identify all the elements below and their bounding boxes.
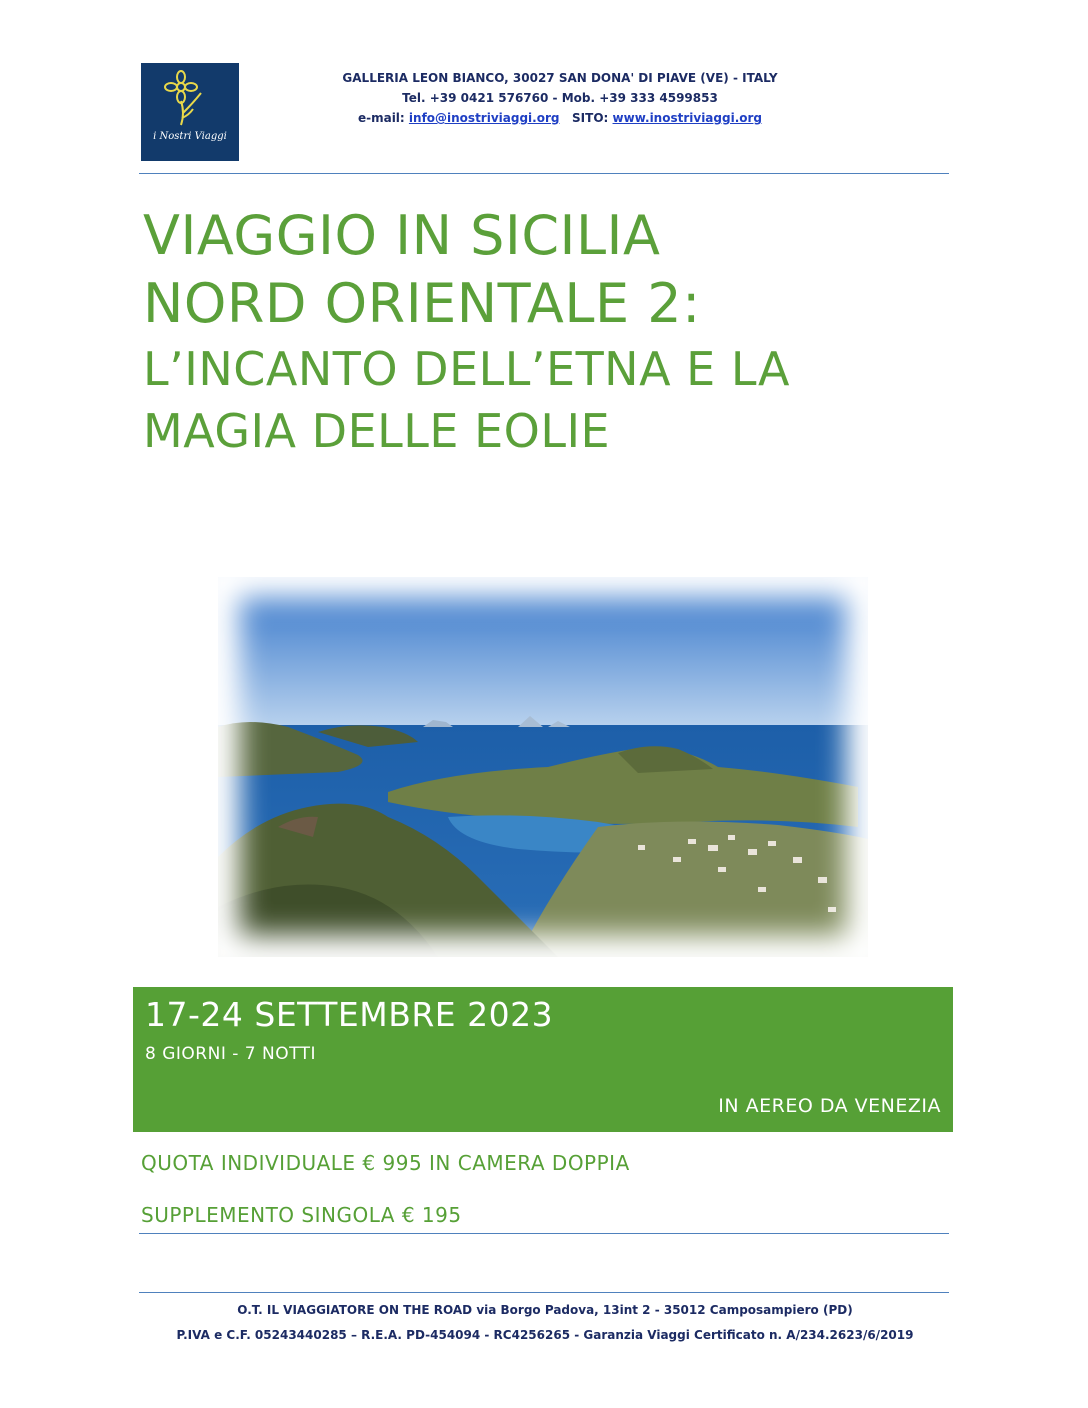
flower-icon — [141, 63, 239, 161]
price-quota: QUOTA INDIVIDUALE € 995 IN CAMERA DOPPIA — [141, 1151, 630, 1175]
title-line-3: L’INCANTO DELL’ETNA E LA — [143, 342, 791, 396]
email-label: e-mail: — [357, 111, 405, 125]
header-divider — [139, 173, 949, 174]
trip-dates: 17-24 SETTEMBRE 2023 — [145, 995, 554, 1034]
web-contacts — [250, 108, 870, 128]
price-supplement: SUPPLEMENTO SINGOLA € 195 — [141, 1203, 462, 1227]
logo — [141, 63, 239, 161]
trip-info-box — [133, 987, 953, 1132]
footer-divider — [139, 1292, 949, 1293]
address: GALLERIA LEON BIANCO, 30027 SAN DONA' DI PIAVE (VE) - ITALY — [342, 71, 778, 85]
trip-duration: 8 GIORNI - 7 NOTTI — [145, 1044, 317, 1064]
logo-text: i Nostri Viaggi — [153, 131, 227, 142]
phone: Tel. +39 0421 576760 - Mob. +39 333 4599853 — [402, 91, 718, 105]
title-line-2: NORD ORIENTALE 2: — [143, 272, 701, 335]
title-line-4: MAGIA DELLE EOLIE — [143, 404, 611, 458]
trip-transport: IN AEREO DA VENEZIA — [718, 1095, 941, 1117]
contact-header — [250, 68, 870, 128]
island-landscape-image — [218, 577, 868, 957]
footer-line-1: O.T. IL VIAGGIATORE ON THE ROAD via Borgo Padova, 13int 2 - 35012 Camposampiero (PD) — [237, 1303, 853, 1317]
pricing-divider — [139, 1233, 949, 1234]
site-label: SITO: — [572, 111, 609, 125]
title-line-1: VIAGGIO IN SICILIA — [143, 204, 661, 267]
email-link[interactable]: info@inostriviaggi.org — [408, 111, 560, 125]
footer-line-2: P.IVA e C.F. 05243440285 – R.E.A. PD-454094 - RC4256265 - Garanzia Viaggi Certificato n. A/234.2623/6/2019 — [176, 1328, 914, 1342]
site-link[interactable]: www.inostriviaggi.org — [612, 111, 763, 125]
page-title — [143, 202, 943, 462]
landscape-photo — [218, 577, 868, 957]
